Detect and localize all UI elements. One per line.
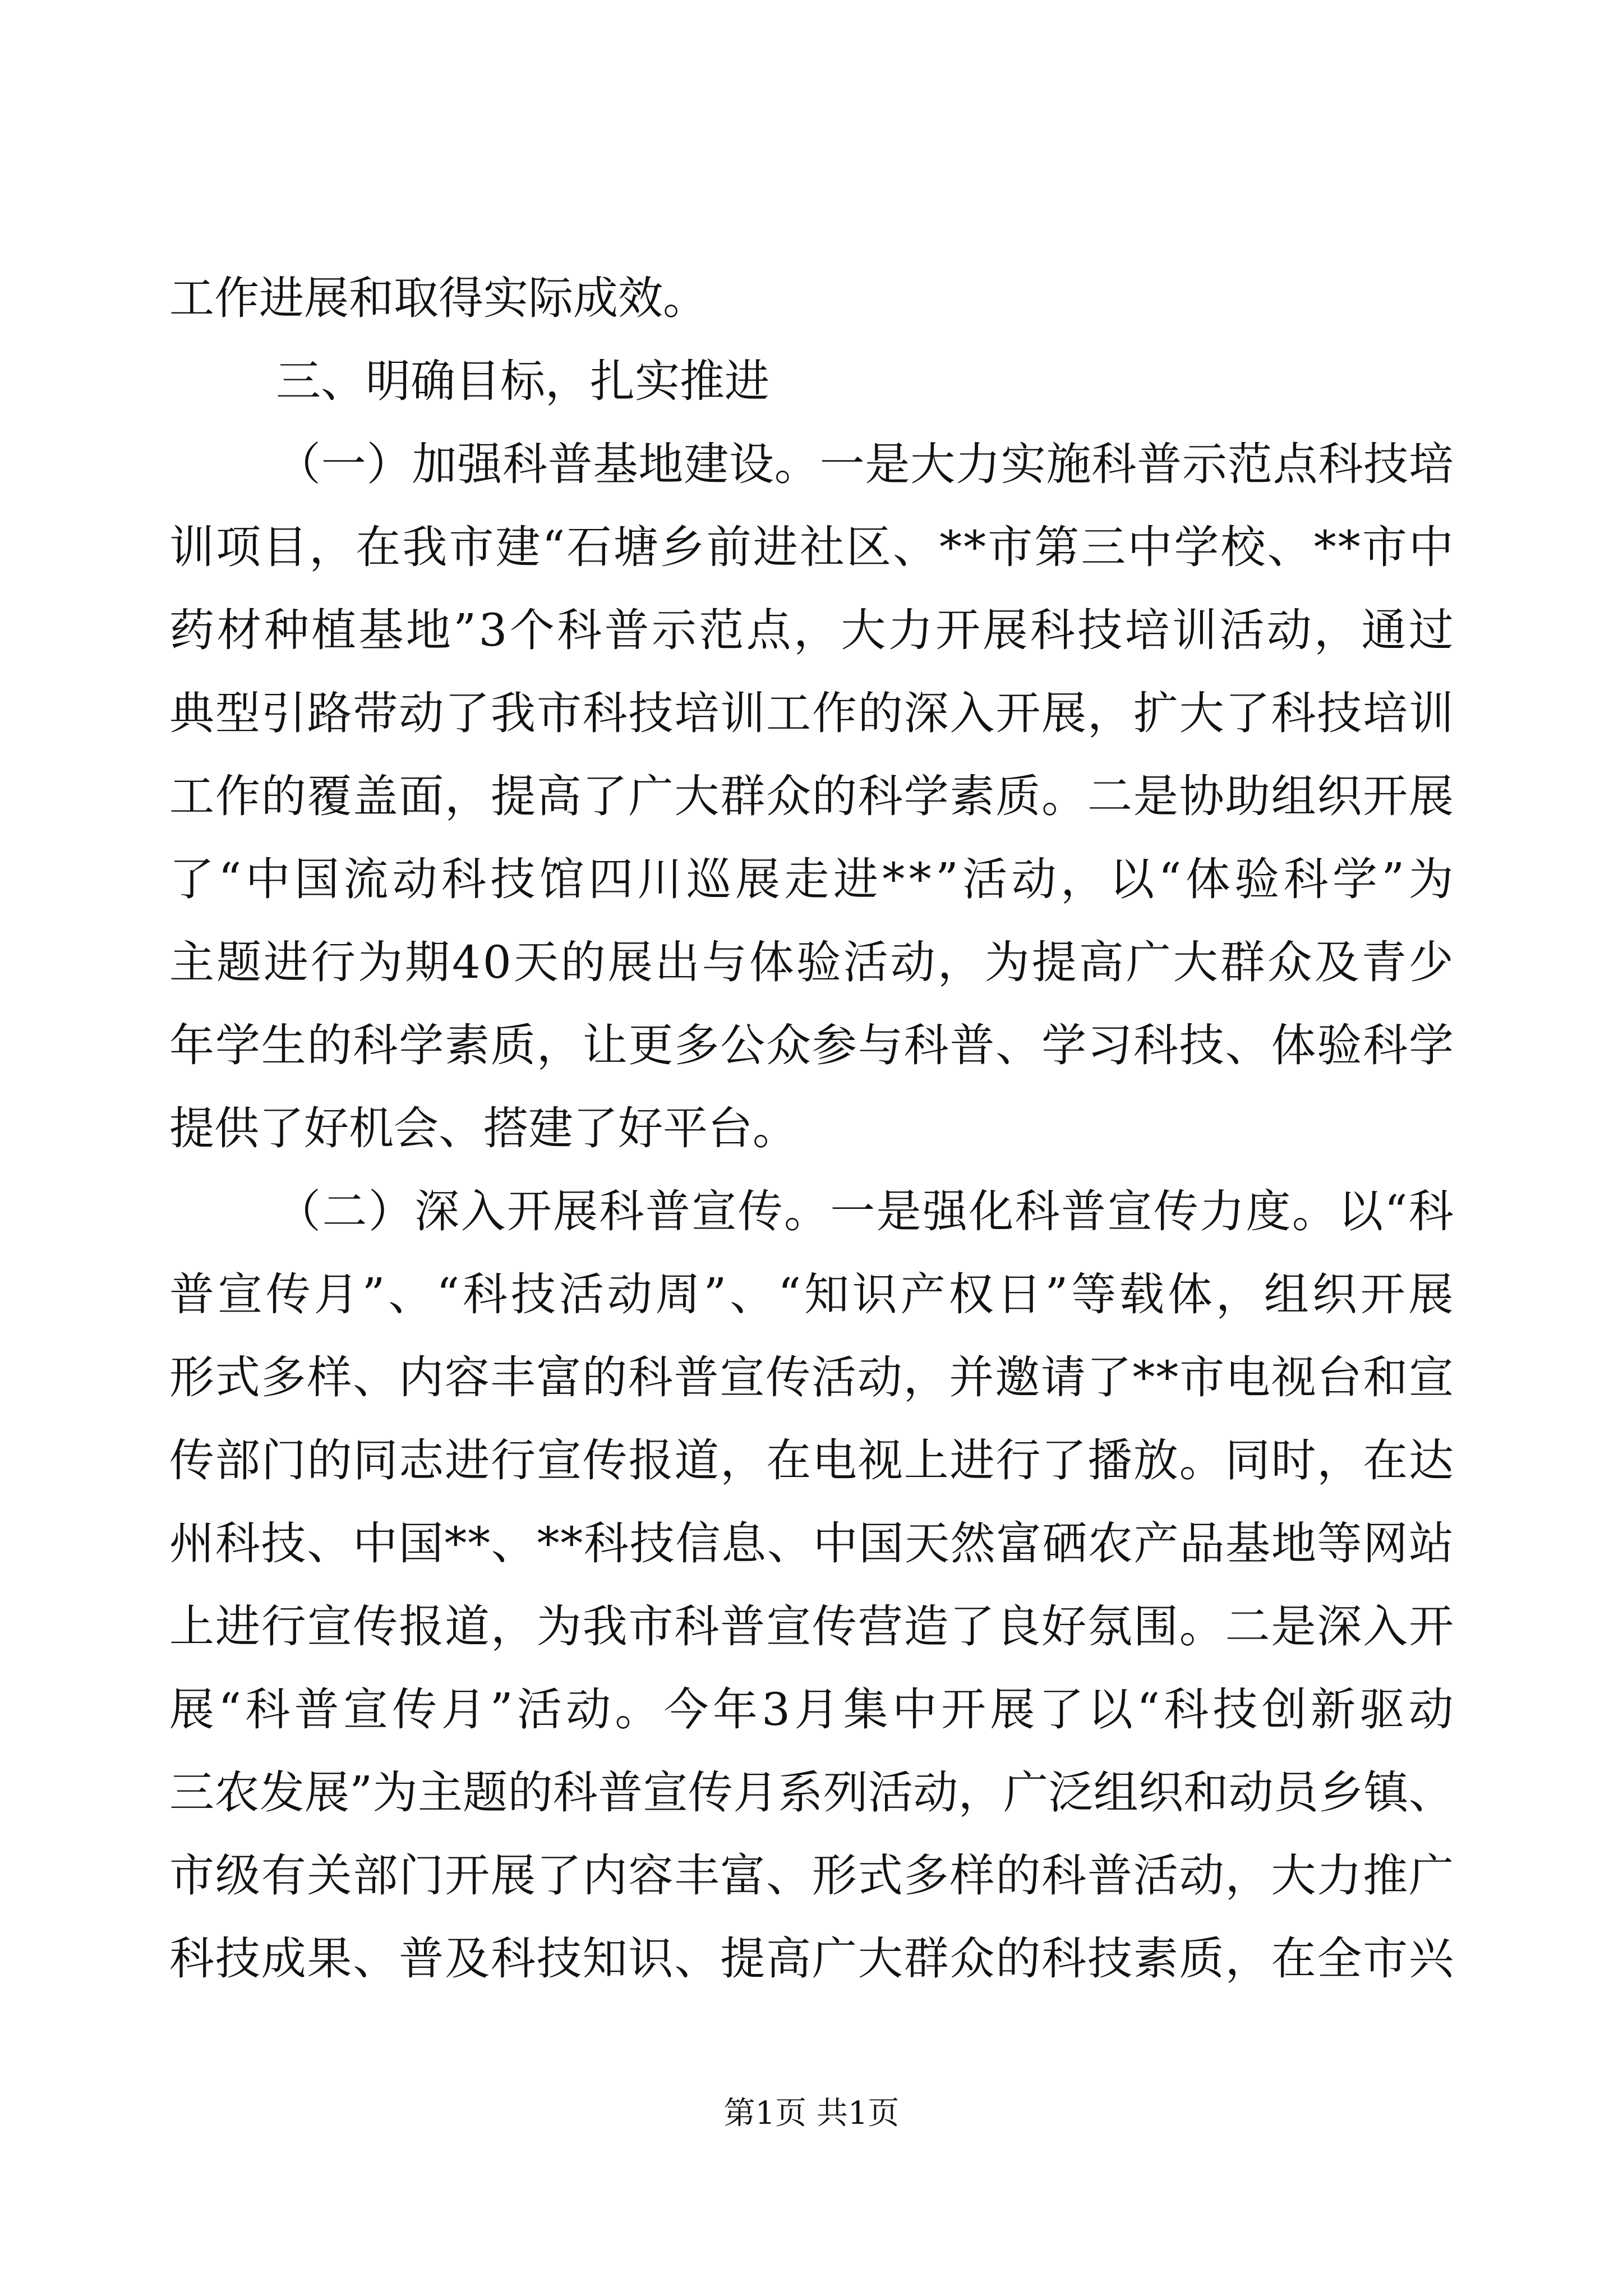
- paragraph-line: （二）深入开展科普宣传。一是强化科普宣传力度。以“科: [276, 1185, 1455, 1237]
- document-body: [169, 257, 1458, 2000]
- paragraph-line: （一）加强科普基地建设。一是大力实施科普示范点科技培: [276, 438, 1454, 490]
- paragraph-line: 州科技、中国**、**科技信息、中国天然富硒农产品基地等网站: [169, 1517, 1455, 1570]
- paragraph-line: 训项目，在我市建“石塘乡前进社区、**市第三中学校、**市中: [169, 521, 1455, 573]
- paragraph-line: 了“中国流动科技馆四川巡展走进**”活动，以“体验科学”为: [169, 853, 1458, 905]
- paragraph-line: 提供了好机会、搭建了好平台。: [169, 1102, 797, 1154]
- paragraph-line: 工作进展和取得实际成效。: [169, 272, 708, 324]
- paragraph-line: 工作的覆盖面，提高了广大群众的科学素质。二是协助组织开展: [169, 770, 1455, 822]
- page-number-footer: 第1页 共1页: [723, 2095, 900, 2132]
- paragraph-line: 药材种植基地”3个科普示范点，大力开展科技培训活动，通过: [169, 604, 1456, 656]
- paragraph-line: 典型引路带动了我市科技培训工作的深入开展，扩大了科技培训: [169, 687, 1455, 739]
- paragraph-line: 上进行宣传报道，为我市科普宣传营造了良好氛围。二是深入开: [169, 1600, 1455, 1653]
- paragraph-line: 三农发展”为主题的科普宣传月系列活动，广泛组织和动员乡镇、: [169, 1766, 1454, 1819]
- paragraph-line: 年学生的科学素质，让更多公众参与科普、学习科技、体验科学: [169, 1019, 1455, 1071]
- paragraph-line: 普宣传月”、“科技活动周”、“知识产权日”等载体，组织开展: [169, 1268, 1457, 1320]
- paragraph-line: 主题进行为期40天的展出与体验活动，为提高广大群众及青少: [169, 936, 1456, 988]
- paragraph-line: 形式多样、内容丰富的科普宣传活动，并邀请了**市电视台和宣: [169, 1351, 1455, 1404]
- section-heading: 三、明确目标，扎实推进: [276, 355, 769, 407]
- paragraph-line: 科技成果、普及科技知识、提高广大群众的科技素质，在全市兴: [169, 1932, 1455, 1985]
- paragraph-line: 传部门的同志进行宣传报道，在电视上进行了播放。同时，在达: [169, 1434, 1455, 1487]
- paragraph-line: 市级有关部门开展了内容丰富、形式多样的科普活动，大力推广: [169, 1849, 1455, 1902]
- paragraph-line: 展“科普宣传月”活动。今年3月集中开展了以“科技创新驱动: [169, 1683, 1458, 1736]
